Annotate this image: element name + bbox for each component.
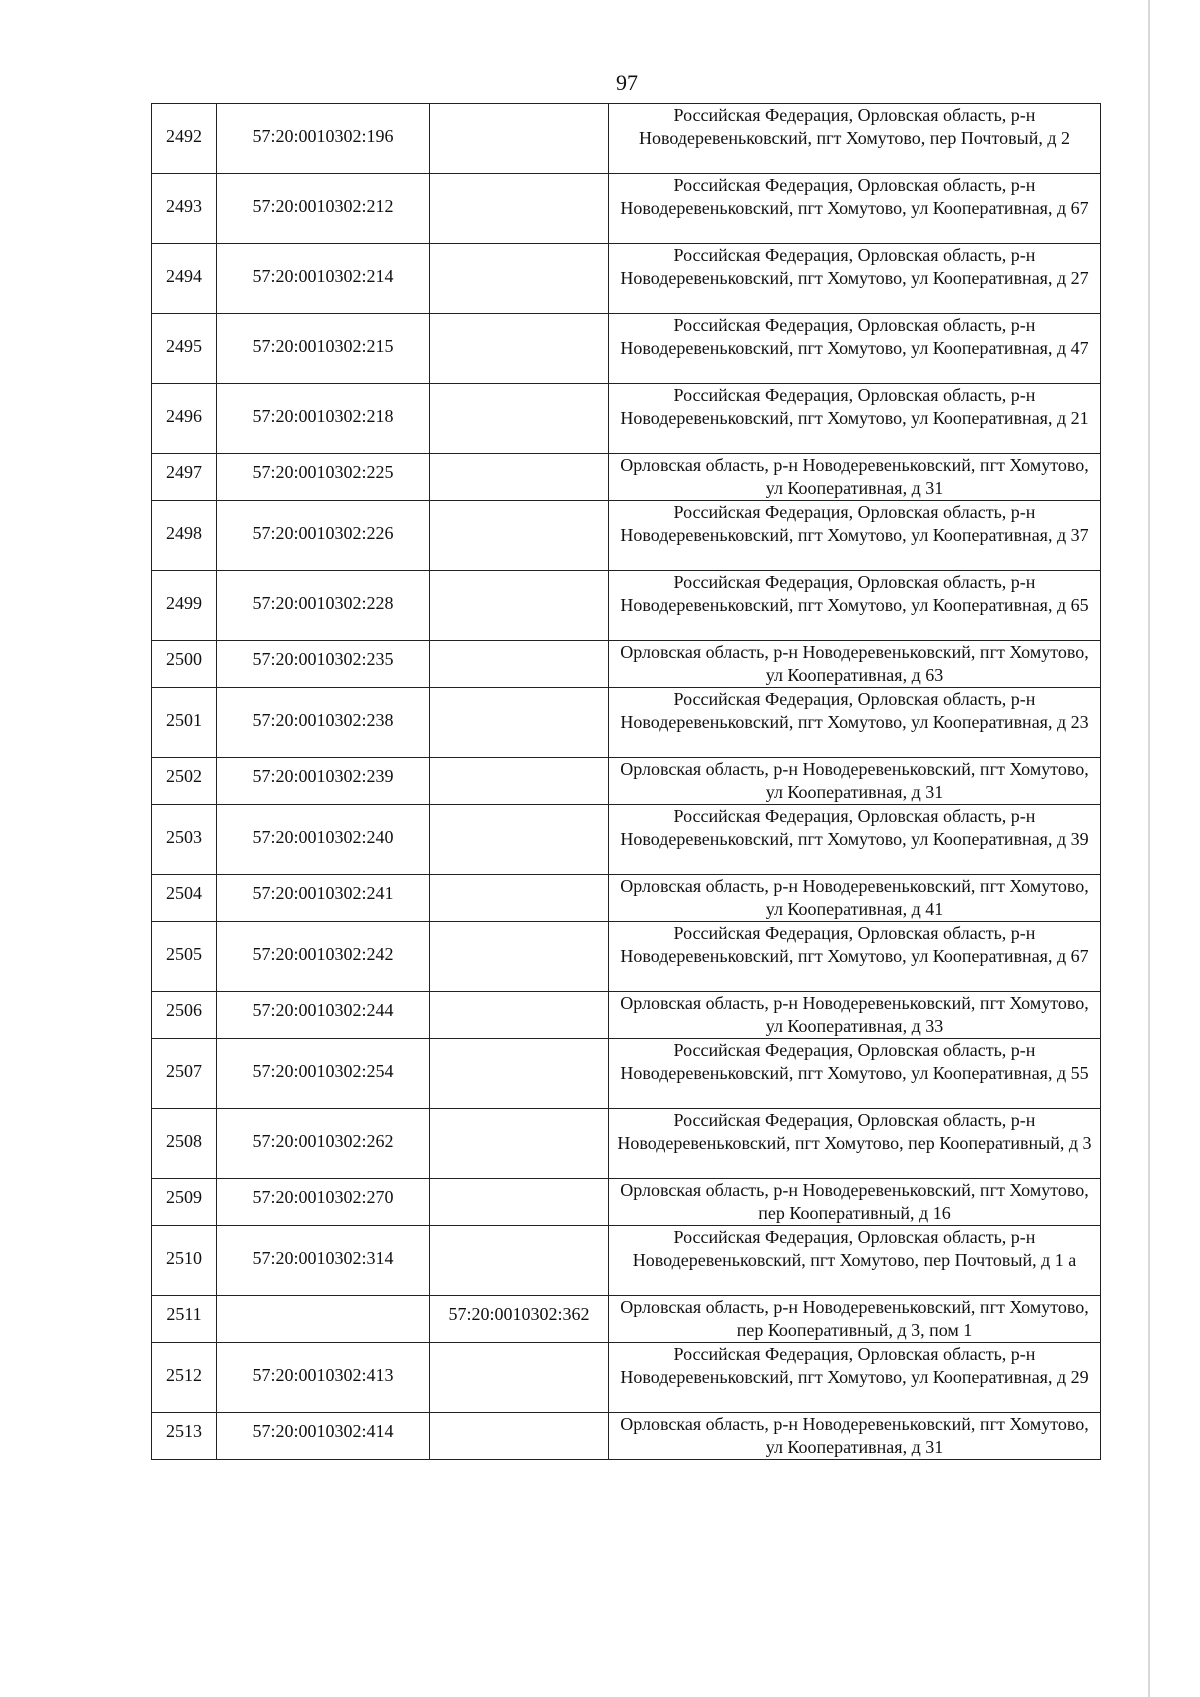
table-row [152, 314, 1101, 384]
row-number: 2499 [166, 593, 202, 613]
cadastral-number-cell [217, 384, 430, 454]
row-number: 2511 [166, 1304, 202, 1324]
cadastral-number-cell [217, 501, 430, 571]
address-cell [609, 1039, 1101, 1109]
row-number-cell [152, 1226, 217, 1296]
page-edge-line [1148, 0, 1150, 1697]
address: Орловская область, р-н Новодеревеньковский, пгт Хомутово, ул Кооперативная, д 31 [620, 759, 1089, 802]
cadastral-number: 57:20:0010302:239 [252, 766, 394, 786]
cadastral-number: 57:20:0010302:413 [252, 1365, 394, 1385]
table-row [152, 1226, 1101, 1296]
address: Российская Федерация, Орловская область, р-н Новодеревеньковский, пгт Хомутово, ул Кооперативная, д 27 [620, 245, 1089, 288]
address: Орловская область, р-н Новодеревеньковский, пгт Хомутово, ул Кооперативная, д 63 [620, 642, 1089, 685]
cadastral-number: 57:20:0010302:242 [252, 944, 394, 964]
address-cell [609, 314, 1101, 384]
cadastral-number-cell [217, 922, 430, 992]
address: Российская Федерация, Орловская область, р-н Новодеревеньковский, пгт Хомутово, пер Кооперативный, д 3 [617, 1110, 1092, 1153]
row-number-cell [152, 805, 217, 875]
room-cadastral-number-cell [430, 314, 609, 384]
address: Российская Федерация, Орловская область, р-н Новодеревеньковский, пгт Хомутово, ул Кооперативная, д 47 [620, 315, 1089, 358]
row-number: 2495 [166, 336, 202, 356]
cadastral-number-cell [217, 1226, 430, 1296]
cadastral-number: 57:20:0010302:241 [252, 883, 394, 903]
address-cell [609, 244, 1101, 314]
cadastral-number-cell [217, 1413, 430, 1460]
row-number: 2509 [166, 1187, 202, 1207]
cadastral-number: 57:20:0010302:218 [252, 406, 394, 426]
address-cell [609, 174, 1101, 244]
row-number: 2498 [166, 523, 202, 543]
cadastral-number-cell [217, 992, 430, 1039]
address: Орловская область, р-н Новодеревеньковский, пгт Хомутово, ул Кооперативная, д 41 [620, 876, 1089, 919]
row-number: 2513 [166, 1421, 202, 1441]
room-cadastral-number-cell [430, 1226, 609, 1296]
cadastral-number-cell [217, 104, 430, 174]
cadastral-number: 57:20:0010302:235 [252, 649, 394, 669]
table-row [152, 1296, 1101, 1343]
address: Российская Федерация, Орловская область, р-н Новодеревеньковский, пгт Хомутово, ул Кооперативная, д 37 [620, 502, 1089, 545]
row-number: 2494 [166, 266, 202, 286]
row-number-cell [152, 1413, 217, 1460]
table-row [152, 571, 1101, 641]
address: Орловская область, р-н Новодеревеньковский, пгт Хомутово, ул Кооперативная, д 31 [620, 1414, 1089, 1457]
room-cadastral-number-cell [430, 1413, 609, 1460]
address: Орловская область, р-н Новодеревеньковский, пгт Хомутово, пер Кооперативный, д 3, пом 1 [620, 1297, 1089, 1340]
table-row [152, 104, 1101, 174]
room-cadastral-number-cell [430, 244, 609, 314]
cadastral-number-cell [217, 1296, 430, 1343]
row-number: 2502 [166, 766, 202, 786]
row-number-cell [152, 174, 217, 244]
cadastral-number: 57:20:0010302:244 [252, 1000, 394, 1020]
address-cell [609, 805, 1101, 875]
table-row [152, 875, 1101, 922]
cadastral-number: 57:20:0010302:238 [252, 710, 394, 730]
address: Орловская область, р-н Новодеревеньковский, пгт Хомутово, ул Кооперативная, д 33 [620, 993, 1089, 1036]
table-row [152, 1179, 1101, 1226]
cadastral-number: 57:20:0010302:254 [252, 1061, 394, 1081]
row-number: 2507 [166, 1061, 202, 1081]
row-number-cell [152, 875, 217, 922]
table-row [152, 992, 1101, 1039]
room-cadastral-number-cell [430, 1039, 609, 1109]
table-row [152, 454, 1101, 501]
cadastral-number: 57:20:0010302:225 [252, 462, 394, 482]
address: Российская Федерация, Орловская область, р-н Новодеревеньковский, пгт Хомутово, ул Кооперативная, д 67 [620, 175, 1089, 218]
address: Российская Федерация, Орловская область, р-н Новодеревеньковский, пгт Хомутово, пер Почтовый, д 1 а [632, 1227, 1077, 1270]
cadastral-number-cell [217, 454, 430, 501]
cadastral-number: 57:20:0010302:262 [252, 1131, 394, 1151]
address: Российская Федерация, Орловская область, р-н Новодеревеньковский, пгт Хомутово, ул Кооперативная, д 29 [620, 1344, 1089, 1387]
row-number: 2500 [166, 649, 202, 669]
room-cadastral-number-cell [430, 758, 609, 805]
cadastral-number-cell [217, 875, 430, 922]
cadastral-number-cell [217, 805, 430, 875]
room-cadastral-number-cell [430, 501, 609, 571]
cadastral-number-cell [217, 1179, 430, 1226]
room-cadastral-number: 57:20:0010302:362 [448, 1304, 590, 1324]
cadastral-number-cell [217, 1109, 430, 1179]
address: Российская Федерация, Орловская область, р-н Новодеревеньковский, пгт Хомутово, ул Кооперативная, д 23 [620, 689, 1089, 732]
row-number-cell [152, 758, 217, 805]
cadastral-number: 57:20:0010302:270 [252, 1187, 394, 1207]
cadastral-number: 57:20:0010302:212 [252, 196, 394, 216]
row-number-cell [152, 1296, 217, 1343]
room-cadastral-number-cell [430, 1179, 609, 1226]
address-cell [609, 758, 1101, 805]
address-cell [609, 641, 1101, 688]
room-cadastral-number-cell [430, 104, 609, 174]
table-row [152, 758, 1101, 805]
cadastral-number-cell [217, 758, 430, 805]
address: Орловская область, р-н Новодеревеньковский, пгт Хомутово, пер Кооперативный, д 16 [620, 1180, 1089, 1223]
table-row [152, 1343, 1101, 1413]
table-row [152, 1109, 1101, 1179]
table-row [152, 688, 1101, 758]
address-cell [609, 454, 1101, 501]
cadastral-number-cell [217, 174, 430, 244]
row-number-cell [152, 641, 217, 688]
cadastral-number: 57:20:0010302:240 [252, 827, 394, 847]
cadastral-number-cell [217, 571, 430, 641]
address-cell [609, 104, 1101, 174]
row-number-cell [152, 454, 217, 501]
room-cadastral-number-cell [430, 688, 609, 758]
row-number-cell [152, 688, 217, 758]
cadastral-number: 57:20:0010302:215 [252, 336, 394, 356]
row-number: 2503 [166, 827, 202, 847]
cadastral-number-cell [217, 1343, 430, 1413]
room-cadastral-number-cell [430, 1343, 609, 1413]
row-number: 2501 [166, 710, 202, 730]
row-number: 2497 [166, 462, 202, 482]
row-number-cell [152, 1039, 217, 1109]
address-cell [609, 571, 1101, 641]
address-cell [609, 1343, 1101, 1413]
registry-table [151, 103, 1101, 1460]
table-row [152, 1413, 1101, 1460]
row-number-cell [152, 501, 217, 571]
row-number: 2506 [166, 1000, 202, 1020]
address-cell [609, 1413, 1101, 1460]
row-number: 2512 [166, 1365, 202, 1385]
room-cadastral-number-cell [430, 174, 609, 244]
row-number: 2510 [166, 1248, 202, 1268]
cadastral-number: 57:20:0010302:196 [252, 126, 394, 146]
address-cell [609, 875, 1101, 922]
address: Российская Федерация, Орловская область, р-н Новодеревеньковский, пгт Хомутово, пер Почтовый, д 2 [639, 105, 1070, 148]
room-cadastral-number-cell [430, 641, 609, 688]
address-cell [609, 992, 1101, 1039]
row-number: 2508 [166, 1131, 202, 1151]
table-row [152, 922, 1101, 992]
table-row [152, 1039, 1101, 1109]
room-cadastral-number-cell [430, 992, 609, 1039]
address-cell [609, 501, 1101, 571]
address-cell [609, 1109, 1101, 1179]
address: Российская Федерация, Орловская область, р-н Новодеревеньковский, пгт Хомутово, ул Кооперативная, д 21 [620, 385, 1089, 428]
room-cadastral-number-cell [430, 875, 609, 922]
row-number-cell [152, 992, 217, 1039]
room-cadastral-number-cell [430, 1296, 609, 1343]
table-row [152, 641, 1101, 688]
row-number-cell [152, 244, 217, 314]
row-number-cell [152, 384, 217, 454]
cadastral-number-cell [217, 688, 430, 758]
row-number-cell [152, 571, 217, 641]
cadastral-number: 57:20:0010302:214 [252, 266, 394, 286]
room-cadastral-number-cell [430, 805, 609, 875]
table-row [152, 174, 1101, 244]
address-cell [609, 1179, 1101, 1226]
row-number-cell [152, 1179, 217, 1226]
address-cell [609, 688, 1101, 758]
address-cell [609, 1296, 1101, 1343]
address: Российская Федерация, Орловская область, р-н Новодеревеньковский, пгт Хомутово, ул Кооперативная, д 67 [620, 923, 1089, 966]
cadastral-number-cell [217, 641, 430, 688]
row-number-cell [152, 314, 217, 384]
page-number: 97 [616, 70, 638, 95]
cadastral-number: 57:20:0010302:414 [252, 1421, 394, 1441]
row-number: 2493 [166, 196, 202, 216]
table-row [152, 501, 1101, 571]
address: Орловская область, р-н Новодеревеньковский, пгт Хомутово, ул Кооперативная, д 31 [620, 455, 1089, 498]
address: Российская Федерация, Орловская область, р-н Новодеревеньковский, пгт Хомутово, ул Кооперативная, д 39 [620, 806, 1089, 849]
room-cadastral-number-cell [430, 1109, 609, 1179]
row-number: 2505 [166, 944, 202, 964]
room-cadastral-number-cell [430, 384, 609, 454]
row-number: 2504 [166, 883, 202, 903]
registry-table-body [152, 104, 1101, 1460]
row-number-cell [152, 104, 217, 174]
address: Российская Федерация, Орловская область, р-н Новодеревеньковский, пгт Хомутово, ул Кооперативная, д 65 [620, 572, 1089, 615]
row-number-cell [152, 1109, 217, 1179]
address: Российская Федерация, Орловская область, р-н Новодеревеньковский, пгт Хомутово, ул Кооперативная, д 55 [620, 1040, 1089, 1083]
table-row [152, 805, 1101, 875]
cadastral-number-cell [217, 1039, 430, 1109]
cadastral-number-cell [217, 314, 430, 384]
room-cadastral-number-cell [430, 922, 609, 992]
address-cell [609, 384, 1101, 454]
row-number-cell [152, 922, 217, 992]
row-number-cell [152, 1343, 217, 1413]
row-number: 2492 [166, 126, 202, 146]
room-cadastral-number-cell [430, 571, 609, 641]
row-number: 2496 [166, 406, 202, 426]
table-row [152, 244, 1101, 314]
room-cadastral-number-cell [430, 454, 609, 501]
cadastral-number: 57:20:0010302:314 [252, 1248, 394, 1268]
address-cell [609, 922, 1101, 992]
table-row [152, 384, 1101, 454]
cadastral-number-cell [217, 244, 430, 314]
address-cell [609, 1226, 1101, 1296]
cadastral-number: 57:20:0010302:226 [252, 523, 394, 543]
cadastral-number: 57:20:0010302:228 [252, 593, 394, 613]
